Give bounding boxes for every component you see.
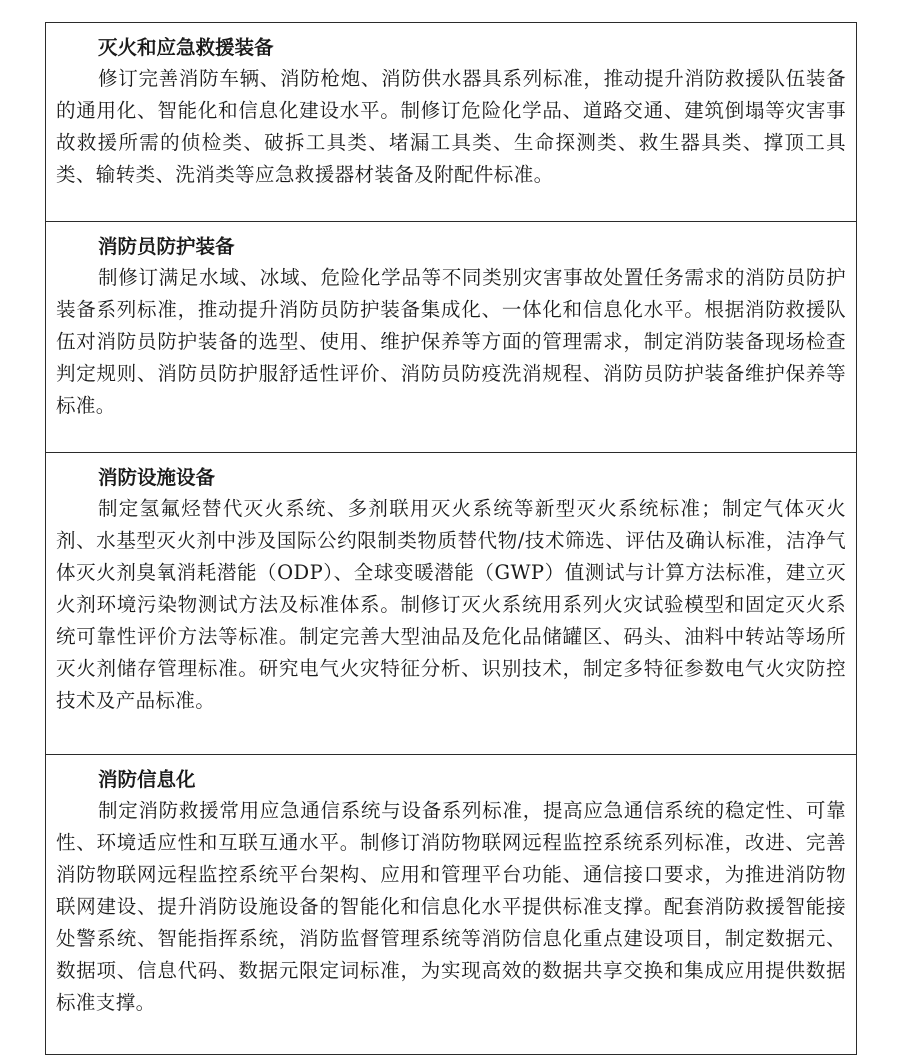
standards-table [45, 22, 857, 1055]
section-title: 消防信息化 [98, 768, 196, 791]
section-body: 制定消防救援常用应急通信系统与设备系列标准，提高应急通信系统的稳定性、可靠性、环境适应性和互联互通水平。制修订消防物联网远程监控系统系列标准，改进、完善消防物联网远程监控系统平台架构、应用和管理平台功能、通信接口要求，为推进消防物联网建设、提升消防设施设备的智能化和信息化水平提供标准支撑。配套消防救援智能接处警系统、智能指挥系统，消防监督管理系统等消防信息化重点建设项目，制定数据元、数据项、信息代码、数据元限定词标准，为实现高效的数据共享交换和集成应用提供数据标准支撑。 [56, 799, 846, 1014]
section-title: 消防员防护装备 [98, 235, 235, 258]
section-title: 灭火和应急救援装备 [98, 36, 274, 59]
section-firefighting-rescue-equipment [46, 23, 856, 222]
section-body: 修订完善消防车辆、消防枪炮、消防供水器具系列标准，推动提升消防救援队伍装备的通用化、智能化和信息化建设水平。制修订危险化学品、道路交通、建筑倒塌等灾害事故救援所需的侦检类、破拆工具类、堵漏工具类、生命探测类、救生器具类、撑顶工具类、输转类、洗消类等应急救援器材装备及附配件标准。 [56, 67, 846, 186]
section-body: 制定氢氟烃替代灭火系统、多剂联用灭火系统等新型灭火系统标准；制定气体灭火剂、水基型灭火剂中涉及国际公约限制类物质替代物/技术筛选、评估及确认标准，洁净气体灭火剂臭氧消耗潜能（ODP）、全球变暖潜能（GWP）值测试与计算方法标准，建立灭火剂环境污染物测试方法及标准体系。制修订灭火系统用系列火灾试验模型和固定灭火系统可靠性评价方法等标准。制定完善大型油品及危化品储罐区、码头、油料中转站等场所灭火剂储存管理标准。研究电气火灾特征分析、识别技术，制定多特征参数电气火灾防控技术及产品标准。 [56, 497, 846, 712]
section-body: 制修订满足水域、冰域、危险化学品等不同类别灾害事故处置任务需求的消防员防护装备系列标准，推动提升消防员防护装备集成化、一体化和信息化水平。根据消防救援队伍对消防员防护装备的选型、使用、维护保养等方面的管理需求，制定消防装备现场检查判定规则、消防员防护服舒适性评价、消防员防疫洗消规程、消防员防护装备维护保养等标准。 [56, 266, 846, 417]
section-firefighter-protective-equipment [46, 222, 856, 453]
section-fire-facilities-equipment [46, 453, 856, 755]
section-title: 消防设施设备 [98, 466, 216, 489]
section-fire-informatization [46, 755, 856, 1055]
